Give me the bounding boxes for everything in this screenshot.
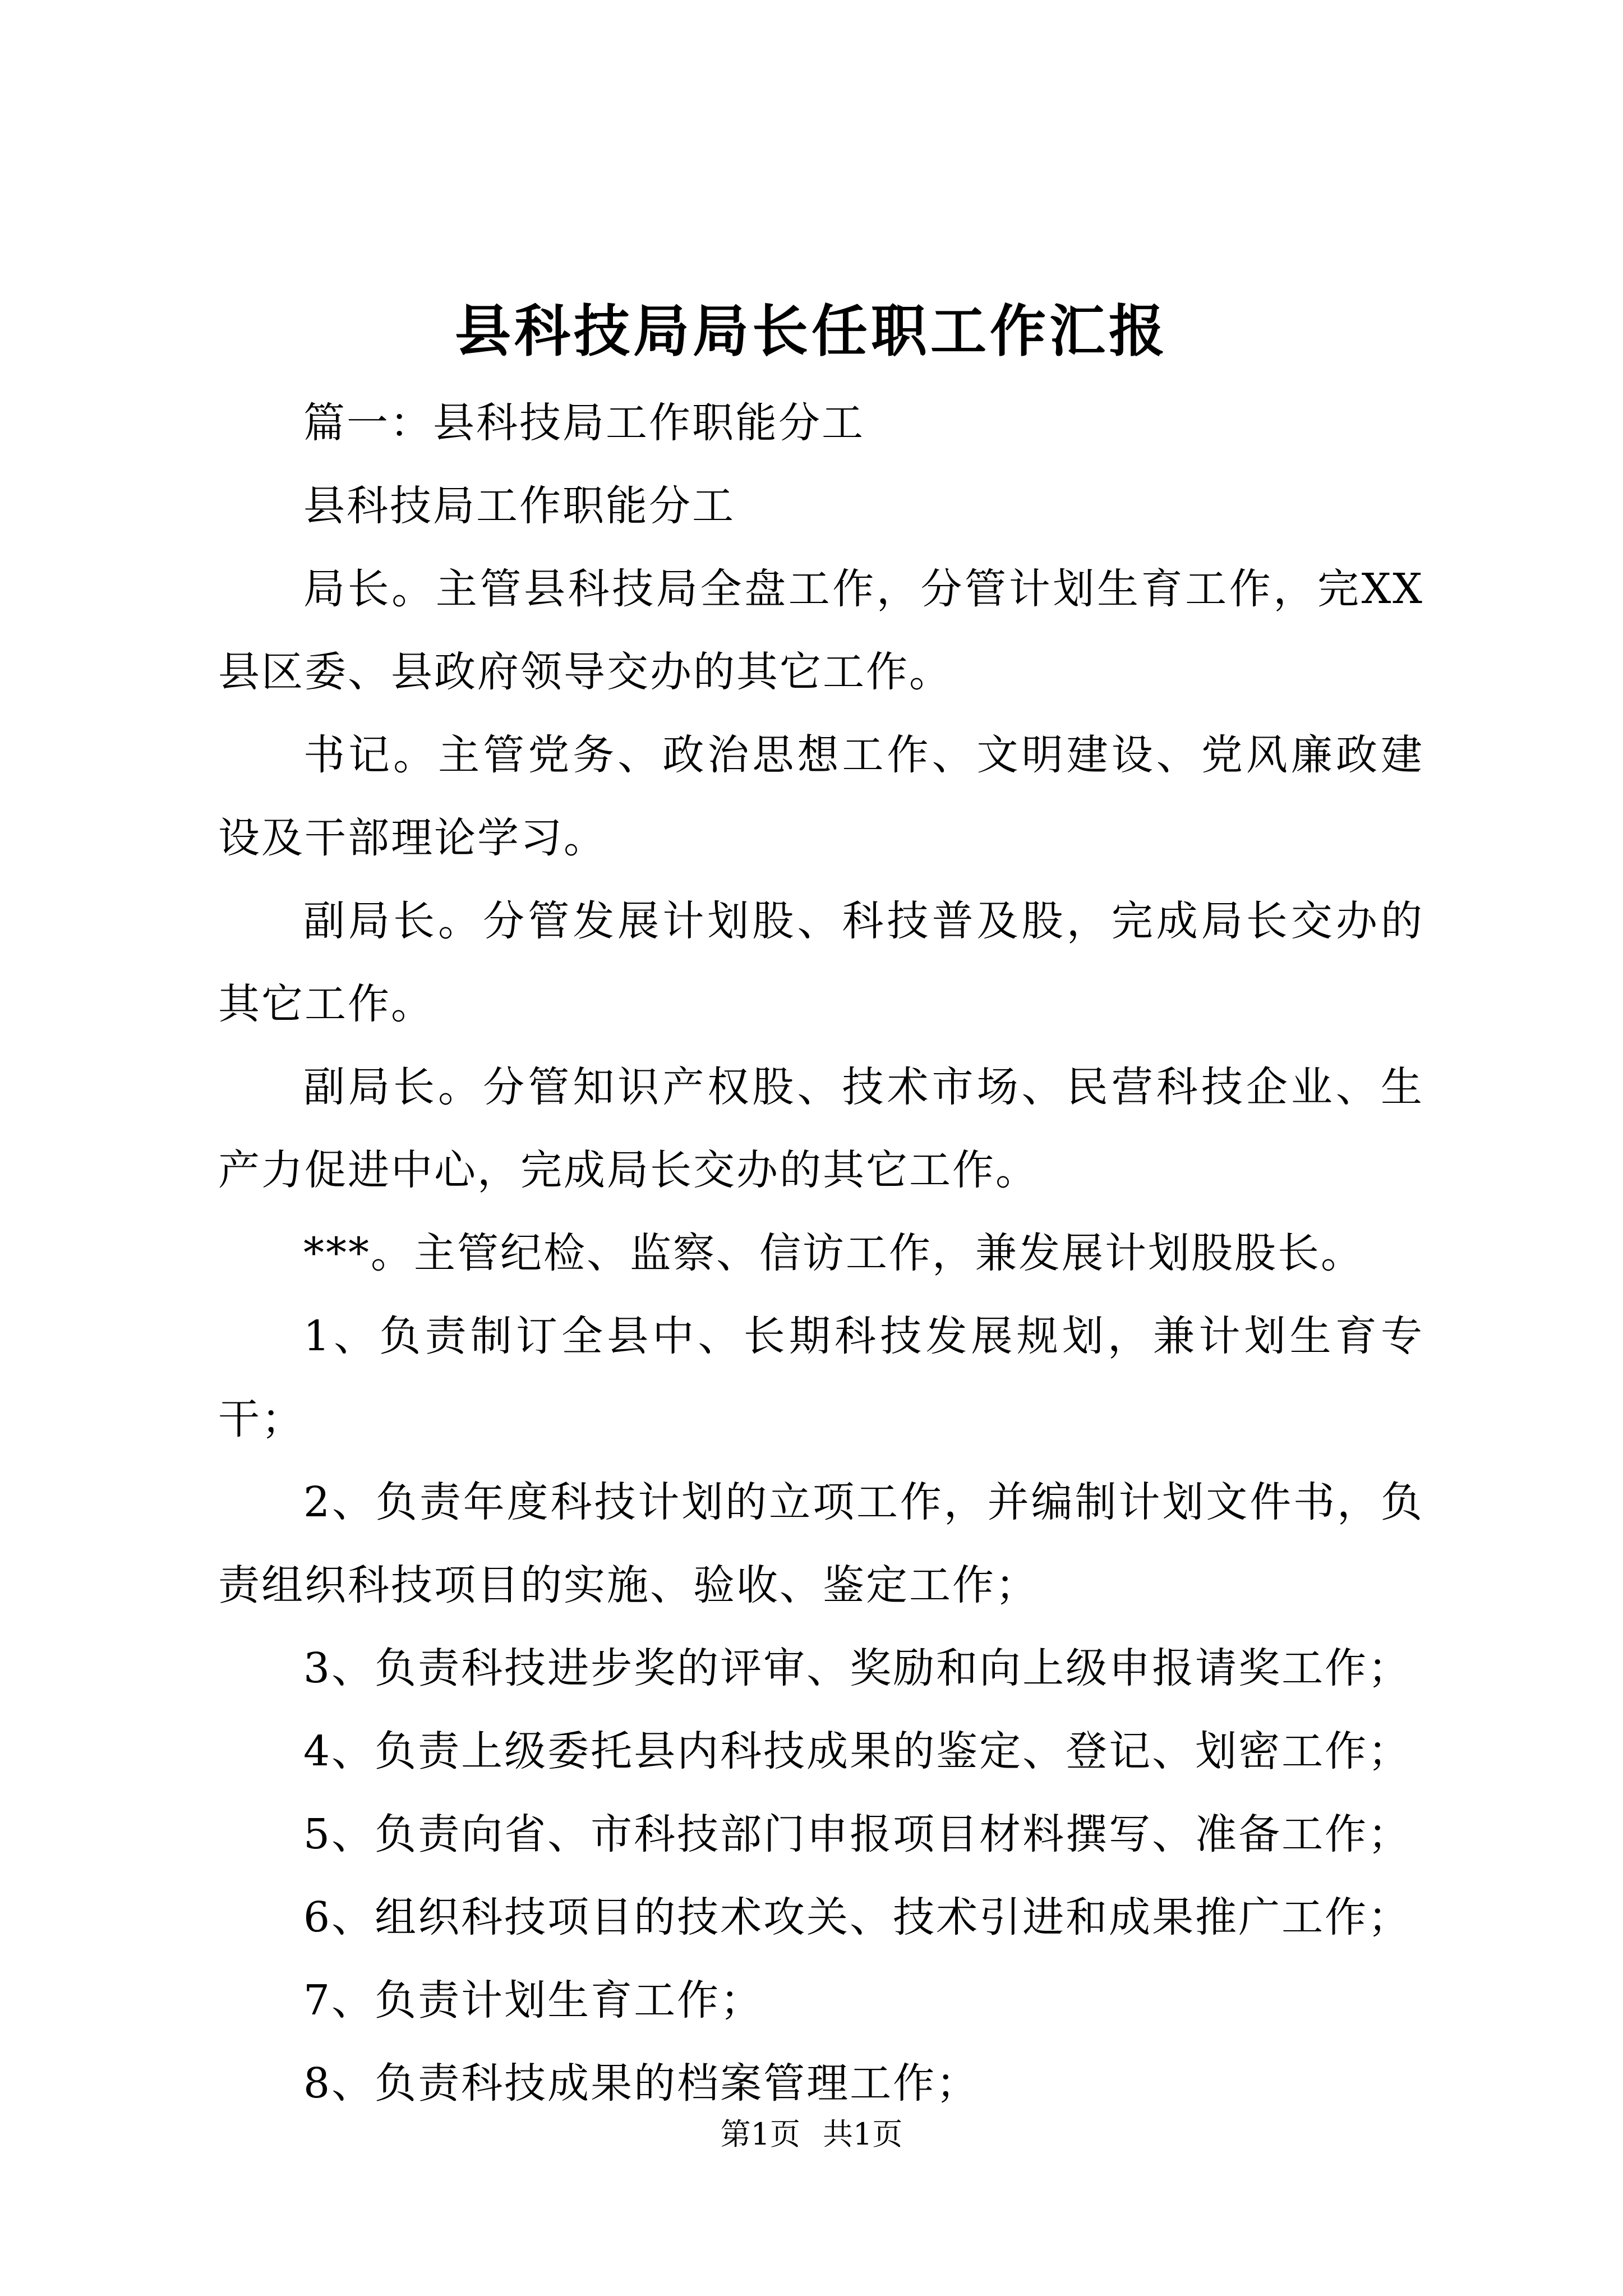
list-item: 3、负责科技进步奖的评审、奖励和向上级申报请奖工作；: [303, 1644, 1412, 1692]
document-title: 县科技局局长任职工作汇报: [455, 298, 1168, 364]
list-item: 2、负责年度科技计划的立项工作，并编制计划文件书，负责组织科技项目的实施、验收、鉴定工作；: [218, 1478, 1424, 1609]
list-item: 1、负责制订全县中、长期科技发展规划，兼计划生育专干；: [218, 1312, 1424, 1443]
document-body: [218, 381, 1424, 2125]
page-total: 共1页: [823, 2116, 903, 2152]
paragraph-director: 局长。主管县科技局全盘工作，分管计划生育工作，完XX县区委、县政府领导交办的其它工作。: [218, 565, 1424, 696]
paragraph-deputy-2: 副局长。分管知识产权股、技术市场、民营科技企业、生产力促进中心，完成局长交办的其它工作。: [218, 1063, 1424, 1194]
subheading: 县科技局工作职能分工: [303, 482, 735, 530]
list-item: 4、负责上级委托县内科技成果的鉴定、登记、划密工作；: [303, 1727, 1412, 1775]
paragraph-discipline: ***。主管纪检、监察、信访工作，兼发展计划股股长。: [303, 1229, 1364, 1277]
list-item: 7、负责计划生育工作；: [303, 1976, 764, 2024]
list-item: 8、负责科技成果的档案管理工作；: [303, 2059, 980, 2108]
page-footer: [0, 2112, 1623, 2157]
section-heading: 篇一：县科技局工作职能分工: [303, 399, 865, 447]
list-item: 5、负责向省、市科技部门申报项目材料撰写、准备工作；: [303, 1810, 1412, 1858]
list-item: 6、组织科技项目的技术攻关、技术引进和成果推广工作；: [303, 1893, 1412, 1941]
page-number: 第1页: [720, 2116, 800, 2152]
paragraph-deputy-1: 副局长。分管发展计划股、科技普及股，完成局长交办的其它工作。: [218, 897, 1424, 1028]
paragraph-secretary: 书记。主管党务、政治思想工作、文明建设、党风廉政建设及干部理论学习。: [218, 731, 1424, 862]
